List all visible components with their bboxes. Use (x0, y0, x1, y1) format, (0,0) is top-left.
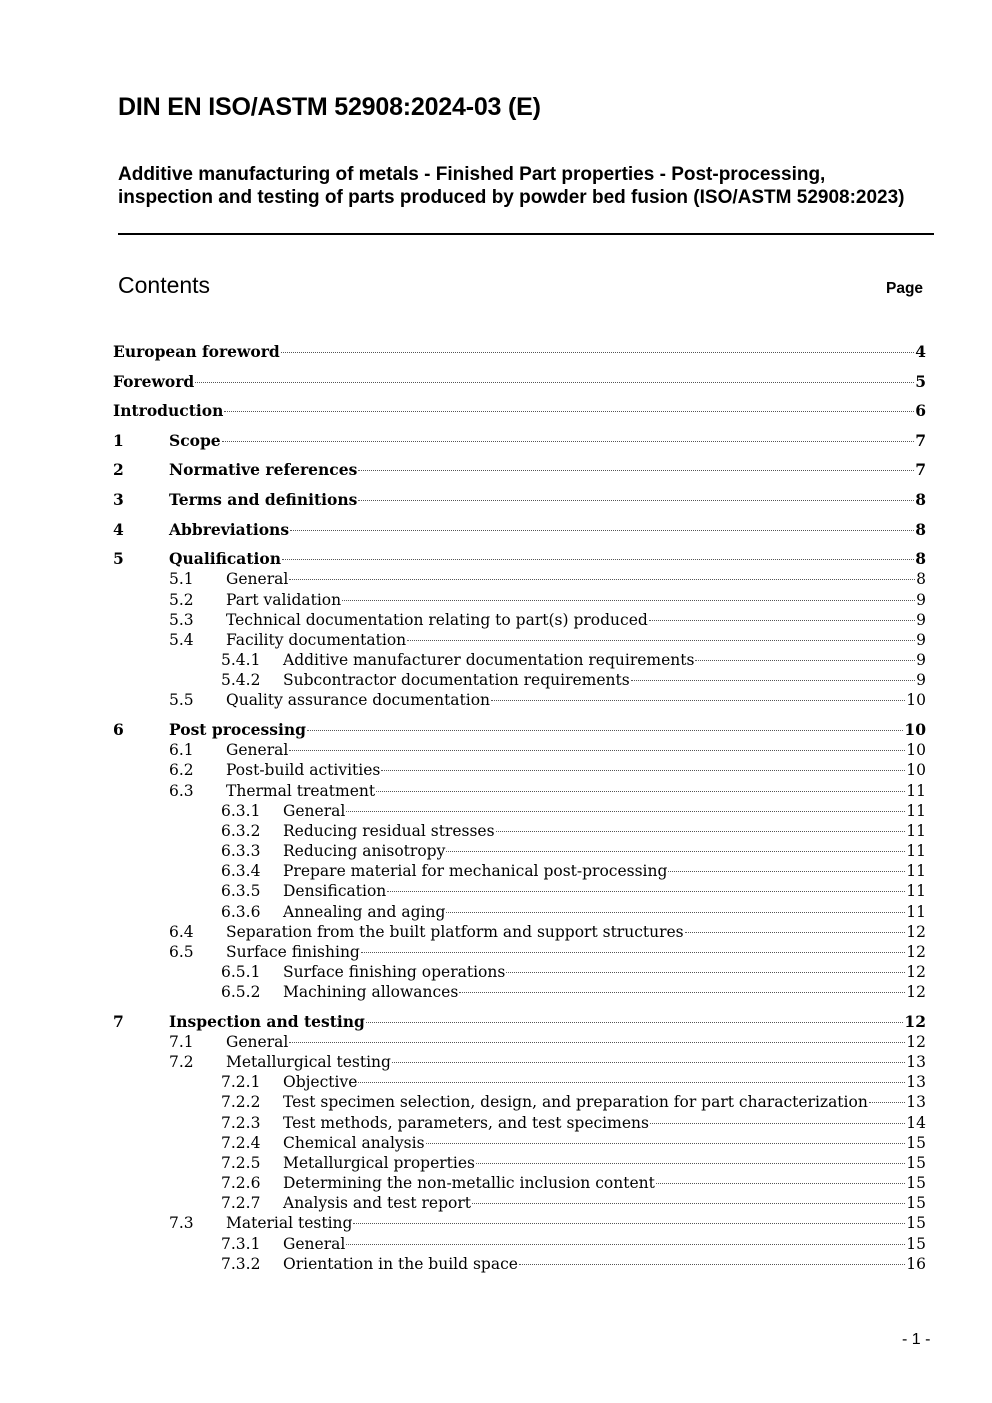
toc-entry[interactable] (221, 1254, 926, 1274)
toc-entry[interactable] (221, 1072, 926, 1092)
toc-entry-number: 3 (113, 490, 124, 509)
toc-entry-page: 12 (906, 983, 926, 1001)
toc-dot-leader (381, 770, 905, 771)
toc-entry[interactable] (169, 690, 926, 710)
toc-entry-page: 4 (915, 342, 926, 361)
toc-entry-number: 7.3 (169, 1214, 194, 1232)
toc-entry-title: Test specimen selection, design, and preparation for part characterization (283, 1093, 868, 1111)
toc-entry-page: 13 (906, 1093, 926, 1111)
toc-dot-leader (446, 912, 905, 913)
toc-entry-title: Facility documentation (226, 631, 407, 649)
toc-entry-page: 12 (904, 1012, 926, 1031)
toc-entry[interactable] (221, 1193, 926, 1213)
toc-dot-leader (224, 411, 914, 412)
toc-entry-title: Prepare material for mechanical post-processing (283, 862, 668, 880)
toc-entry-title: General (226, 570, 289, 588)
toc-entry-title: Surface finishing operations (283, 963, 506, 981)
toc-dot-leader (649, 620, 915, 621)
toc-entry-number: 7.2.7 (221, 1194, 261, 1212)
toc-entry-number: 5.1 (169, 570, 194, 588)
toc-entry-page: 5 (915, 372, 926, 391)
toc-entry-title: Inspection and testing (169, 1012, 365, 1031)
toc-entry[interactable] (221, 881, 926, 901)
toc-entry-page: 12 (906, 943, 926, 961)
toc-entry-number: 6.3.2 (221, 822, 261, 840)
toc-entry-number: 4 (113, 520, 124, 539)
toc-entry-page: 8 (915, 549, 926, 568)
toc-entry-page: 10 (906, 761, 926, 779)
toc-entry-page: 13 (906, 1073, 926, 1091)
toc-entry[interactable] (169, 942, 926, 962)
toc-entry-number: 6.1 (169, 741, 194, 759)
toc-entry-page: 9 (916, 631, 926, 649)
toc-entry[interactable] (113, 1012, 926, 1032)
toc-entry-page: 11 (906, 782, 926, 800)
toc-entry-title: Analysis and test report (283, 1194, 471, 1212)
toc-entry-number: 5.4.2 (221, 671, 261, 689)
toc-entry-number: 5 (113, 549, 124, 568)
toc-entry-title: Metallurgical properties (283, 1154, 475, 1172)
toc-entry[interactable] (113, 372, 926, 392)
toc-entry-page: 15 (906, 1214, 926, 1232)
toc-dot-leader (290, 530, 914, 531)
toc-entry-number: 6.3.1 (221, 802, 261, 820)
toc-dot-leader (668, 871, 905, 872)
toc-entry[interactable] (221, 962, 926, 982)
toc-entry-number: 5.5 (169, 691, 194, 709)
toc-entry-page: 13 (906, 1053, 926, 1071)
toc-dot-leader (307, 730, 903, 731)
page-column-label: Page (886, 280, 924, 297)
toc-dot-leader (358, 500, 914, 501)
toc-entry[interactable] (221, 1113, 926, 1133)
toc-dot-leader (387, 891, 905, 892)
toc-entry-title: Test methods, parameters, and test specimens (283, 1114, 649, 1132)
toc-dot-leader (407, 640, 915, 641)
toc-dot-leader (353, 1223, 905, 1224)
toc-entry-number: 6.3.4 (221, 862, 261, 880)
toc-entry-title: Normative references (169, 460, 358, 479)
toc-entry-title: Abbreviations (169, 520, 290, 539)
toc-entry-number: 6.3 (169, 782, 194, 800)
toc-entry-title: Thermal treatment (226, 782, 376, 800)
toc-entry-number: 7.3.1 (221, 1235, 261, 1253)
toc-entry[interactable] (221, 801, 926, 821)
toc-dot-leader (361, 952, 905, 953)
toc-dot-leader (281, 352, 914, 353)
toc-entry[interactable] (221, 841, 926, 861)
toc-entry-page: 10 (904, 720, 926, 739)
toc-entry-number: 6.5 (169, 943, 194, 961)
toc-entry-title: Densification (283, 882, 387, 900)
toc-entry[interactable] (169, 760, 926, 780)
toc-entry-title: Machining allowances (283, 983, 459, 1001)
toc-dot-leader (685, 932, 906, 933)
toc-entry-number: 7 (113, 1012, 124, 1031)
toc-entry-number: 6.3.6 (221, 903, 261, 921)
toc-entry-number: 2 (113, 460, 124, 479)
toc-entry[interactable] (113, 490, 926, 510)
toc-entry-page: 10 (906, 741, 926, 759)
toc-entry-page: 11 (906, 822, 926, 840)
toc-dot-leader (358, 470, 914, 471)
toc-entry[interactable] (113, 720, 926, 740)
toc-entry[interactable] (169, 569, 926, 589)
toc-entry[interactable] (169, 781, 926, 801)
toc-dot-leader (289, 579, 915, 580)
toc-entry[interactable] (113, 431, 926, 451)
toc-entry-title: Surface finishing (226, 943, 360, 961)
toc-dot-leader (222, 441, 915, 442)
toc-entry-number: 7.3.2 (221, 1255, 261, 1273)
toc-entry-title: Reducing anisotropy (283, 842, 446, 860)
toc-entry[interactable] (221, 670, 926, 690)
toc-entry[interactable] (221, 1092, 926, 1112)
toc-entry-title: Post-build activities (226, 761, 381, 779)
toc-entry-number: 6.4 (169, 923, 194, 941)
toc-entry[interactable] (221, 861, 926, 881)
toc-entry-page: 9 (916, 611, 926, 629)
toc-entry-page: 9 (916, 671, 926, 689)
toc-entry[interactable] (221, 1234, 926, 1254)
toc-entry-page: 15 (906, 1174, 926, 1192)
toc-entry-title: Scope (169, 431, 221, 450)
document-subtitle: Additive manufacturing of metals - Finished Part properties - Post-processing, inspection and testing of parts produced by powder bed fusion (ISO/ASTM 52908:2023) (118, 164, 905, 208)
toc-entry[interactable] (221, 982, 926, 1002)
toc-entry[interactable] (169, 922, 926, 942)
toc-dot-leader (695, 660, 915, 661)
toc-entry-title: Annealing and aging (283, 903, 446, 921)
toc-entry-title: Part validation (226, 591, 342, 609)
toc-dot-leader (392, 1062, 905, 1063)
toc-entry-title: Chemical analysis (283, 1134, 425, 1152)
toc-entry-number: 5.3 (169, 611, 194, 629)
toc-entry-page: 14 (906, 1114, 926, 1132)
toc-dot-leader (656, 1183, 905, 1184)
toc-dot-leader (358, 1082, 905, 1083)
toc-dot-leader (519, 1264, 905, 1265)
toc-dot-leader (459, 992, 905, 993)
toc-entry-page: 16 (906, 1255, 926, 1273)
toc-entry-title: European foreword (113, 342, 280, 361)
toc-dot-leader (346, 811, 905, 812)
toc-dot-leader (346, 1244, 905, 1245)
toc-entry-page: 7 (915, 460, 926, 479)
toc-entry-page: 12 (906, 1033, 926, 1051)
toc-entry-page: 8 (916, 570, 926, 588)
toc-entry-page: 8 (915, 490, 926, 509)
toc-dot-leader (476, 1163, 905, 1164)
toc-entry-title: Terms and definitions (169, 490, 358, 509)
toc-entry-title: General (283, 1235, 346, 1253)
toc-dot-leader (426, 1143, 906, 1144)
toc-entry[interactable] (221, 1173, 926, 1193)
toc-entry[interactable] (221, 1153, 926, 1173)
toc-entry-number: 5.4 (169, 631, 194, 649)
toc-dot-leader (366, 1022, 904, 1023)
toc-entry-page: 11 (906, 842, 926, 860)
toc-entry-page: 15 (906, 1194, 926, 1212)
toc-entry[interactable] (169, 740, 926, 760)
toc-entry-page: 11 (906, 802, 926, 820)
toc-entry[interactable] (169, 590, 926, 610)
toc-entry[interactable] (113, 401, 926, 421)
toc-entry-title: Technical documentation relating to part(s) produced (226, 611, 648, 629)
toc-entry-page: 9 (916, 591, 926, 609)
toc-entry-title: Additive manufacturer documentation requirements (283, 651, 695, 669)
toc-entry-page: 15 (906, 1235, 926, 1253)
toc-entry-page: 9 (916, 651, 926, 669)
toc-entry-number: 6.3.3 (221, 842, 261, 860)
toc-entry[interactable] (113, 342, 926, 362)
toc-entry-page: 11 (906, 862, 926, 880)
toc-entry-page: 15 (906, 1154, 926, 1172)
toc-dot-leader (472, 1203, 905, 1204)
toc-entry-title: Qualification (169, 549, 281, 568)
toc-entry-title: General (226, 741, 289, 759)
toc-entry-page: 15 (906, 1134, 926, 1152)
toc-entry-number: 6.3.5 (221, 882, 261, 900)
toc-entry[interactable] (221, 1133, 926, 1153)
toc-entry-title: Metallurgical testing (226, 1053, 391, 1071)
page-number: - 1 - (902, 1331, 931, 1348)
toc-entry-page: 10 (906, 691, 926, 709)
toc-entry-number: 7.2.6 (221, 1174, 261, 1192)
toc-dot-leader (289, 1042, 905, 1043)
toc-dot-leader (506, 972, 905, 973)
toc-entry-title: Introduction (113, 401, 224, 420)
toc-entry-title: General (226, 1033, 289, 1051)
toc-entry-title: Post processing (169, 720, 306, 739)
toc-dot-leader (491, 700, 905, 701)
toc-entry[interactable] (169, 1032, 926, 1052)
toc-entry[interactable] (221, 902, 926, 922)
toc-entry-page: 12 (906, 963, 926, 981)
toc-entry-number: 7.1 (169, 1033, 194, 1051)
toc-entry-number: 7.2.4 (221, 1134, 261, 1152)
document-title: DIN EN ISO/ASTM 52908:2024-03 (E) (118, 93, 541, 121)
toc-entry-title: General (283, 802, 346, 820)
toc-entry-number: 7.2.5 (221, 1154, 261, 1172)
toc-entry-title: Orientation in the build space (283, 1255, 518, 1273)
toc-dot-leader (650, 1123, 905, 1124)
toc-entry-page: 11 (906, 882, 926, 900)
toc-entry-number: 7.2.1 (221, 1073, 261, 1091)
toc-dot-leader (289, 750, 905, 751)
toc-entry-number: 7.2.3 (221, 1114, 261, 1132)
toc-entry[interactable] (169, 610, 926, 630)
toc-entry-title: Separation from the built platform and support structures (226, 923, 684, 941)
toc-entry-title: Subcontractor documentation requirements (283, 671, 630, 689)
toc-entry-title: Reducing residual stresses (283, 822, 495, 840)
toc-entry[interactable] (113, 460, 926, 480)
toc-entry-number: 7.2.2 (221, 1093, 261, 1111)
toc-entry[interactable] (169, 630, 926, 650)
toc-entry[interactable] (113, 549, 926, 569)
toc-dot-leader (376, 791, 905, 792)
toc-entry-number: 5.4.1 (221, 651, 261, 669)
toc-entry-title: Quality assurance documentation (226, 691, 491, 709)
toc-dot-leader (282, 559, 914, 560)
toc-dot-leader (342, 600, 915, 601)
toc-entry[interactable] (221, 650, 926, 670)
toc-entry-number: 6.2 (169, 761, 194, 779)
toc-entry-number: 6 (113, 720, 124, 739)
toc-entry[interactable] (221, 821, 926, 841)
toc-entry-page: 12 (906, 923, 926, 941)
contents-heading: Contents (118, 272, 211, 298)
toc-dot-leader (869, 1102, 905, 1103)
toc-dot-leader (496, 831, 906, 832)
toc-entry-number: 1 (113, 431, 124, 450)
toc-entry-number: 6.5.1 (221, 963, 261, 981)
toc-entry[interactable] (113, 520, 926, 540)
toc-entry-title: Material testing (226, 1214, 353, 1232)
toc-entry-number: 5.2 (169, 591, 194, 609)
toc-entry-title: Foreword (113, 372, 195, 391)
toc-entry-page: 6 (915, 401, 926, 420)
toc-entry-number: 7.2 (169, 1053, 194, 1071)
toc-entry-number: 6.5.2 (221, 983, 261, 1001)
toc-dot-leader (631, 680, 915, 681)
toc-entry-page: 11 (906, 903, 926, 921)
toc-entry[interactable] (169, 1213, 926, 1233)
toc-entry-title: Determining the non-metallic inclusion content (283, 1174, 655, 1192)
toc-dot-leader (446, 851, 905, 852)
toc-entry-title: Objective (283, 1073, 358, 1091)
toc-entry-page: 7 (915, 431, 926, 450)
toc-dot-leader (195, 382, 914, 383)
toc-entry-page: 8 (915, 520, 926, 539)
toc-entry[interactable] (169, 1052, 926, 1072)
